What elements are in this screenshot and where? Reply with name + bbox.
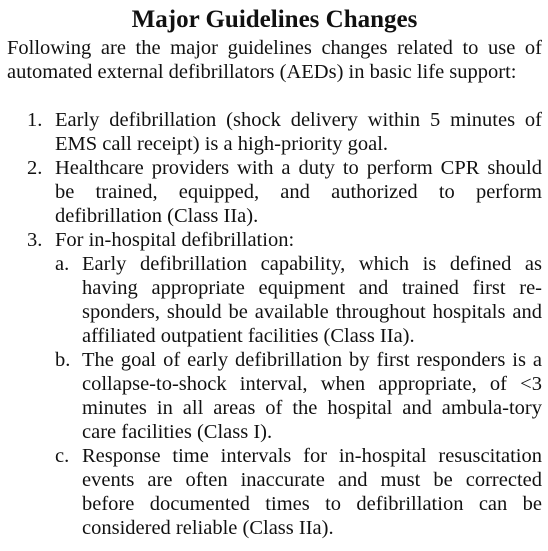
- sublist-item-a: [55, 252, 542, 348]
- sublist-item-b: [55, 348, 542, 444]
- list-marker: 1.: [27, 109, 43, 131]
- list-item-1: [7, 108, 542, 156]
- list-item-text: For in-hospital defibrillation:: [55, 229, 295, 251]
- list-marker: 2.: [27, 157, 43, 179]
- list-item-text: Early defibrillation (shock delivery within 5 minutes of EMS call receipt) is a high-priority goal.: [55, 109, 542, 155]
- document-title: Major Guidelines Changes: [131, 6, 418, 33]
- list-item-3: [7, 228, 542, 540]
- sublist-marker: b.: [55, 349, 71, 371]
- list-marker: 3.: [27, 229, 43, 251]
- list-item-text: Healthcare providers with a duty to perform CPR should be trained, equipped, and authorized to perform defibrillation (Class IIa).: [55, 157, 542, 227]
- list-item-2: [7, 156, 542, 228]
- sublist-marker: a.: [55, 253, 70, 275]
- sublist-item-text: Early defibrillation capability, which is defined as having appropriate equipment and trained first re-sponders, should be available throughout hospitals and affiliated outpatient facilities (Class IIa).: [82, 253, 542, 347]
- sublist-item-c: [55, 444, 542, 540]
- sublist-item-text: Response time intervals for in-hospital resuscitation events are often inaccurate and must be corrected before documented times to defibrillation can be considered reliable (Class IIa).: [82, 445, 542, 539]
- in-hospital-sublist: [55, 252, 542, 540]
- guidelines-list: [7, 108, 542, 540]
- sublist-marker: c.: [55, 445, 70, 467]
- sublist-item-text: The goal of early defibrillation by first responders is a collapse-to-shock interval, when appropriate, of <3 minutes in all areas of the hospital and ambula-tory care facilities (Class I).: [82, 349, 542, 443]
- intro-paragraph: Following are the major guidelines changes related to use of automated external defibrillators (AEDs) in basic life support:: [7, 37, 542, 83]
